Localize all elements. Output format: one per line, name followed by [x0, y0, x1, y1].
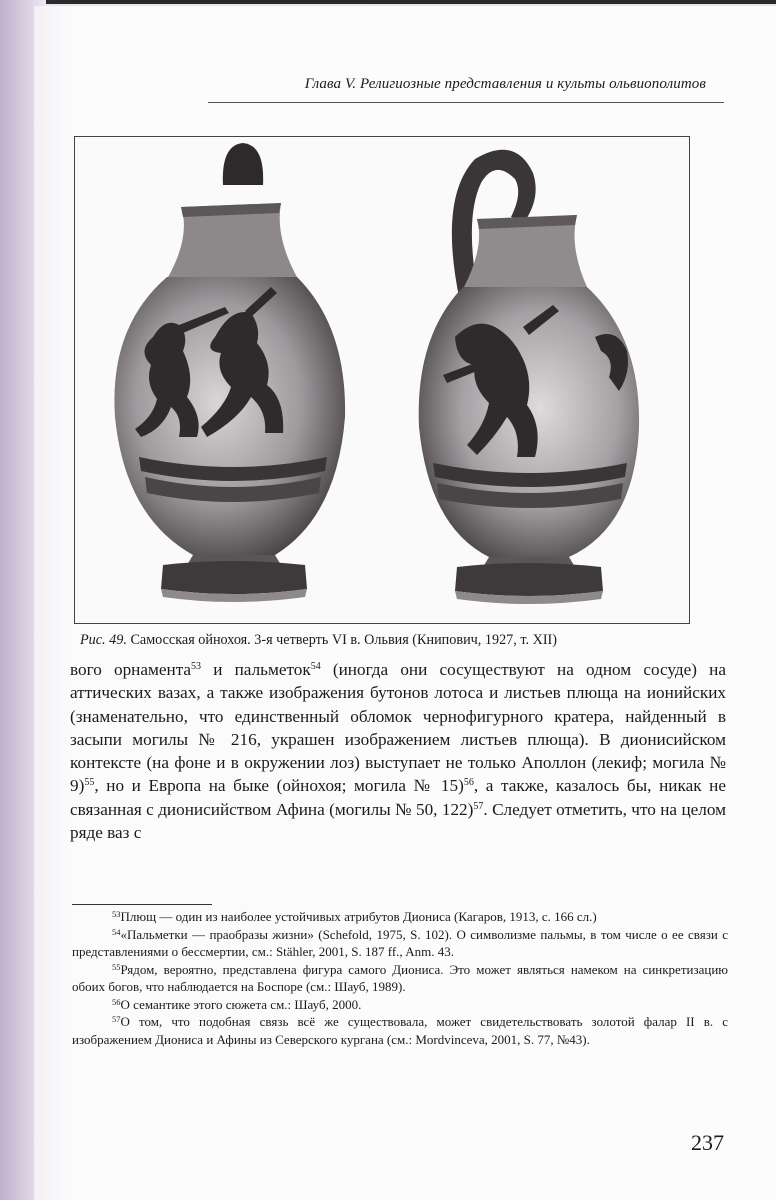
footnote-number: 57 [112, 1014, 121, 1024]
left-vase [114, 143, 345, 602]
text-segment: . Следует отметить, что на целом ряде ваз с [70, 799, 726, 843]
main-paragraph [70, 658, 726, 844]
footnote-text: Рядом, вероятно, представлена фигура самого Диониса. Это может являться намеком на синкретизацию обоих богов, что наблюдается на Боспоре (см.: Шауб, 1989). [72, 961, 728, 994]
footnote-56 [72, 996, 728, 1014]
footnote-number: 54 [112, 926, 121, 937]
text-segment: и пальметок [201, 660, 311, 679]
running-header: Глава V. Религиозные представления и культы ольвиополитов [304, 76, 706, 92]
top-edge-strip [0, 0, 776, 4]
footnote-separator [72, 904, 212, 905]
footnotes [72, 908, 728, 1048]
figure-caption-text: Самосская ойнохоя. 3-я четверть VI в. Ольвия (Книпович, 1927, т. XII) [126, 632, 558, 648]
footnote-text: О семантике этого сюжета см.: Шауб, 2000. [120, 996, 362, 1012]
figure-vase-photo [74, 136, 690, 624]
footnote-text: О том, что подобная связь всё же существовала, может свидетельствовать золотой фалар II в. с изображением Диониса и Афины из Северского кургана (см.: Mordvinceva, 2001, S. 77, №43). [72, 1014, 728, 1047]
footnote-ref: 55 [84, 777, 95, 789]
page-number: 237 [691, 1130, 724, 1155]
footnote-text: «Пальметки — праобразы жизни» (Schefold, 1975, S. 102). О символизме пальмы, в том числе о ее связи с представлениями о бессмертии, см.: Stähler, 2001, S. 187 ff., Anm. 43. [72, 926, 728, 959]
figure-caption-label: Рис. 49. [80, 632, 127, 648]
right-vase [419, 150, 639, 604]
header-rule [208, 102, 724, 103]
text-segment: вого орнамента [70, 660, 192, 679]
text-segment: , но и Европа на быке (ойнохоя; могила № 15) [94, 776, 464, 796]
footnote-number: 53 [112, 909, 121, 919]
oinochoe-illustration [75, 137, 689, 623]
main-text [70, 658, 726, 844]
text-segment: , а также, казалось бы, никак не связанная с дионисийством Афина (могилы № 50, 122) [70, 776, 726, 819]
footnote-text: Плющ — один из наиболее устойчивых атрибутов Диониса (Кагаров, 1913, с. 166 сл.) [120, 909, 597, 924]
footnote-ref: 57 [473, 800, 484, 812]
footnote-ref: 54 [310, 661, 321, 672]
footnote-54 [72, 926, 728, 961]
footnote-53 [72, 908, 728, 926]
footnote-number: 55 [112, 961, 121, 972]
text-segment: (иногда они сосуществуют на одном сосуде) на аттических вазах, а также изображения бутонов лотоса и листьев плюща на ионийских (знаменательно, что единственный обломок чернофигурного кратера, найденный в засыпи могилы № 216, украшен изображением листьев плюща). В дионисийском контексте (на фоне и в окружении лоз) выступает не только Аполлон (лекиф; могила № 9) [70, 660, 727, 796]
footnote-ref: 56 [463, 777, 474, 789]
footnote-ref: 53 [191, 661, 202, 672]
figure-caption [80, 630, 740, 650]
footnote-number: 56 [112, 996, 121, 1007]
footnote-55 [72, 961, 728, 996]
book-page [34, 6, 776, 1200]
footnote-57 [72, 1013, 728, 1048]
